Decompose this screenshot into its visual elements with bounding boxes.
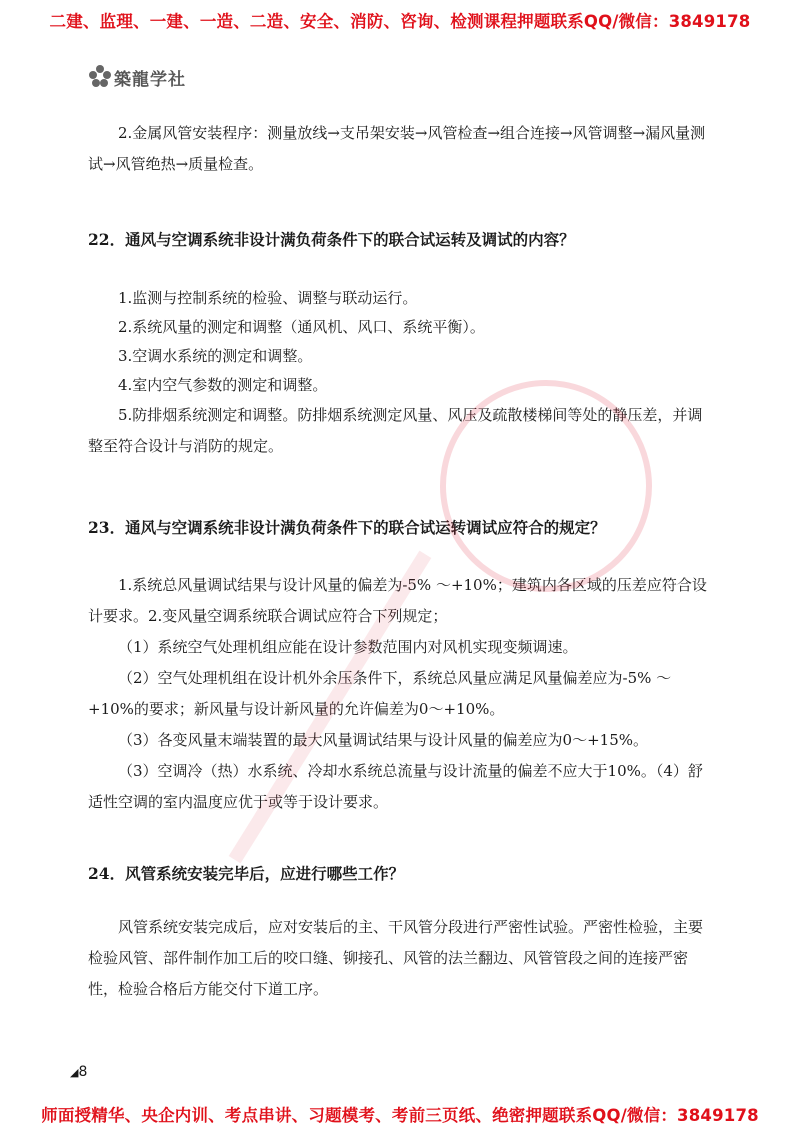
- list-item: 3.空调水系统的测定和调整。: [118, 347, 313, 365]
- q24-body: 风管系统安装完成后，应对安装后的主、干风管分段进行严密性试验。严密性检验，主要检验风管、部件制作加工后的咬口缝、铆接孔、风管的法兰翻边、风管管段之间的连接严密性，检验合格后方能交付下道工序。: [88, 918, 704, 998]
- q24-heading: 24．风管系统安装完毕后，应进行哪些工作？: [88, 864, 405, 883]
- q23-paragraph-5: （3）空调冷（热）水系统、冷却水系统总流量与设计流量的偏差不应大于10%。（4）舒适性空调的室内温度应优于或等于设计要求。: [88, 762, 703, 811]
- intro-paragraph: 2.金属风管安装程序：测量放线→支吊架安装→风管检查→组合连接→风管调整→漏风量测试→风管绝热→质量检查。: [88, 124, 706, 173]
- q23-paragraph-2: （1）系统空气处理机组应能在设计参数范围内对风机实现变频调速。: [118, 638, 578, 656]
- top-banner: 二建、监理、一建、一造、二造、安全、消防、咨询、检测课程押题联系QQ/微信：3849178: [49, 12, 751, 31]
- q23-heading: 23．通风与空调系统非设计满负荷条件下的联合试运转调试应符合的规定？: [88, 518, 606, 537]
- q22-heading: 22．通风与空调系统非设计满负荷条件下的联合试运转及调试的内容？: [88, 230, 575, 249]
- page-marker-icon: ◢: [70, 1066, 79, 1079]
- logo-flower-icon: [88, 64, 112, 88]
- logo: [88, 64, 218, 94]
- logo-name: 築龍学社: [114, 70, 186, 90]
- page-number: ◢8: [70, 1064, 88, 1080]
- q22-item-5: 5.防排烟系统测定和调整。防排烟系统测定风量、风压及疏散楼梯间等处的静压差，并调整至符合设计与消防的规定。: [88, 406, 703, 455]
- list-item: 2.系统风量的测定和调整（通风机、风口、系统平衡）。: [118, 318, 485, 336]
- q23-paragraph-4: （3）各变风量末端装置的最大风量调试结果与设计风量的偏差应为0～+15%。: [118, 731, 648, 749]
- q23-paragraph-3: （2）空气处理机组在设计机外余压条件下，系统总风量应满足风量偏差应为-5% ～+10%的要求；新风量与设计新风量的允许偏差为0～+10%。: [88, 669, 672, 718]
- q23-paragraph-1: 1.系统总风量调试结果与设计风量的偏差为-5% ～+10%；建筑内各区域的压差应符合设计要求。2.变风量空调系统联合调试应符合下列规定；: [88, 576, 707, 625]
- list-item: 4.室内空气参数的测定和调整。: [118, 376, 328, 394]
- q22-list: [118, 284, 718, 400]
- q23-body: [88, 570, 716, 818]
- list-item: 1.监测与控制系统的检验、调整与联动运行。: [118, 289, 418, 307]
- bottom-banner: 师面授精华、央企内训、考点串讲、习题模考、考前三页纸、绝密押题联系QQ/微信：3849178: [41, 1106, 759, 1125]
